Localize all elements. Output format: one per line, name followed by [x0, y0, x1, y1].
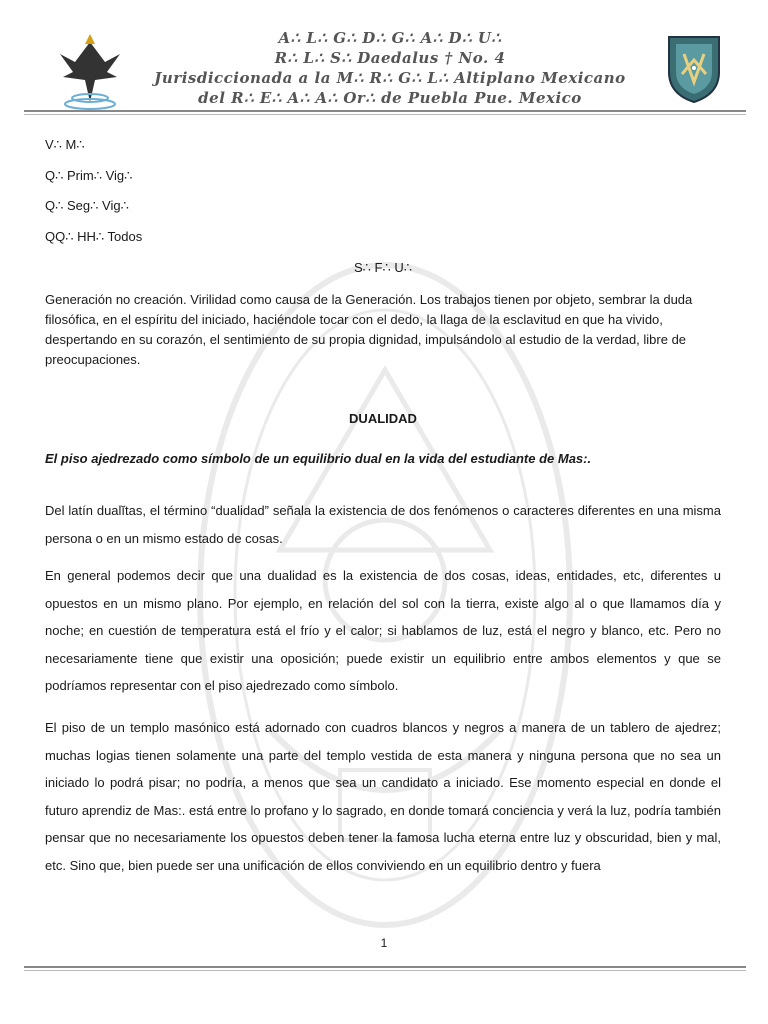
header-rule-thin [24, 114, 746, 115]
letterhead [0, 14, 768, 114]
letterhead-text [140, 28, 640, 108]
section-title: DUALIDAD [349, 411, 417, 426]
letterhead-line-2: R∴ L∴ S∴ Daedalus † No. 4 [274, 49, 506, 67]
body-paragraph: El piso de un templo masónico está adornado con cuadros blancos y negros a manera de un tablero de ajedrez; muchas logias tienen solamente una parte del templo vestida de esta manera y ninguna persona que no sea un iniciado lo podrá pisar; no podría, a menos que sea un candidato a iniciado. Ese momento especial en donde el futuro aprendiz de Mas:. está entre lo profano y lo sagrado, en donde tomará conciencia y verá la luz, podría también pensar que no necesariamente los opuestos deben tener la famosa lucha eterna entre luz y obscuridad, bien y mal, etc. Sino que, bien puede ser una unificación de ellos conviviendo en un equilibrio dentro y fuera [45, 720, 721, 873]
section-subtitle: El piso ajedrezado como símbolo de un equilibrio dual en la vida del estudiante de Mas:. [45, 451, 592, 466]
greeting-line: QQ∴ HH∴ Todos [45, 229, 143, 244]
footer-rule [24, 966, 746, 968]
masonic-shield-icon [664, 32, 724, 104]
page-number: 1 [380, 936, 388, 950]
greeting-line: V∴ M∴ [45, 137, 85, 152]
body-paragraph: En general podemos decir que una dualidad es la existencia de dos cosas, ideas, entidades, etc, diferentes u opuestos en un mismo plano. Por ejemplo, en relación del sol con la tierra, existe algo al o que llamamos día y noche; en cuestión de temperatura está el frío y el calor; si hablamos de luz, está el negro y blanco, etc. Pero no necesariamente tiene que existir una oposición; puede existir un equilibrio entre ambos elementos y que se podríamos representar con el piso ajedrezado como símbolo. [45, 568, 721, 693]
greeting-line: Q∴ Seg∴ Vig∴ [45, 198, 129, 213]
letterhead-line-4: del R∴ E∴ A∴ A∴ Or∴ de Puebla Pue. Mexico [198, 89, 582, 107]
letterhead-line-3: Jurisdiccionada a la M∴ R∴ G∴ L∴ Altiplano Mexicano [154, 69, 626, 87]
header-rule [24, 110, 746, 112]
greeting-line: Q∴ Prim∴ Vig∴ [45, 168, 133, 183]
sfu-salutation: S∴ F∴ U∴ [353, 260, 413, 275]
body-paragraph: Del latín dualĭtas, el término “dualidad” señala la existencia de dos fenómenos o caracteres diferentes en una misma persona o en un mismo estado de cosas. [45, 503, 721, 546]
intro-paragraph: Generación no creación. Virilidad como causa de la Generación. Los trabajos tienen por objeto, sembrar la duda filosófica, en el espíritu del iniciado, haciéndole tocar con el dedo, la llaga de la esclavitud en que ha vivido, despertando en su corazón, el sentimiento de su propia dignidad, impulsándolo al estudio de la verdad, libre de preocupaciones. [45, 292, 693, 367]
letterhead-line-1: A∴ L∴ G∴ D∴ G∴ A∴ D∴ U∴ [278, 29, 502, 47]
footer-rule-thin [24, 970, 746, 971]
phoenix-logo-icon [55, 32, 125, 112]
